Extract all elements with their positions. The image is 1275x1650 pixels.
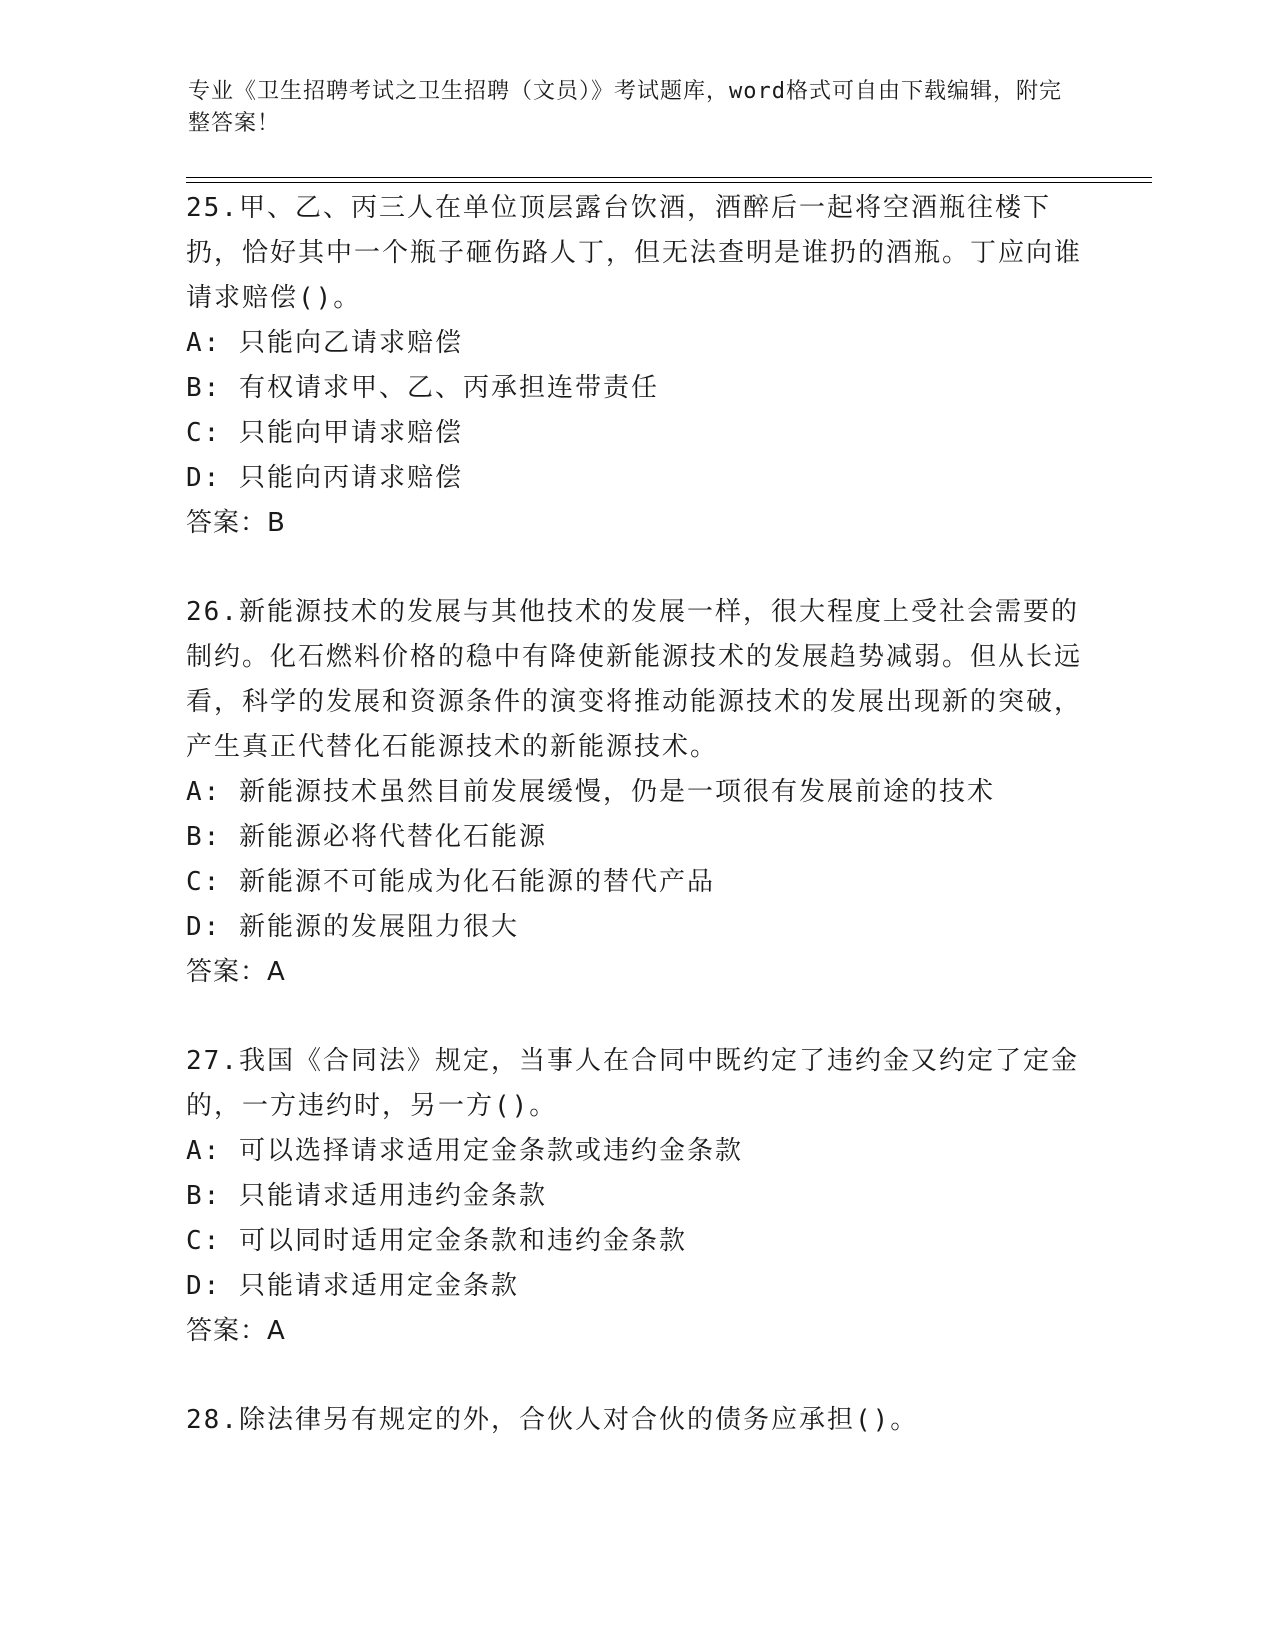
header-divider-top <box>186 177 1152 178</box>
option-b: B: 新能源必将代替化石能源 <box>186 822 547 852</box>
option-a: A: 新能源技术虽然目前发展缓慢，仍是一项很有发展前途的技术 <box>186 777 995 807</box>
question-28 <box>186 1398 1086 1443</box>
option-a: A: 只能向乙请求赔偿 <box>186 328 463 358</box>
answer: 答案：A <box>186 1316 286 1346</box>
question-list <box>186 186 1086 1487</box>
option-b: B: 有权请求甲、乙、丙承担连带责任 <box>186 373 659 403</box>
question-stem: 27.我国《合同法》规定，当事人在合同中既约定了违约金又约定了定金的，一方违约时，另一方()。 <box>186 1046 1079 1121</box>
question-27 <box>186 1039 1086 1354</box>
question-stem: 28.除法律另有规定的外，合伙人对合伙的债务应承担()。 <box>186 1405 919 1435</box>
answer: 答案：A <box>186 957 286 987</box>
question-25 <box>186 186 1086 546</box>
option-d: D: 只能请求适用定金条款 <box>186 1271 519 1301</box>
header-divider-bottom <box>186 182 1152 183</box>
option-a: A: 可以选择请求适用定金条款或违约金条款 <box>186 1136 743 1166</box>
question-stem: 26.新能源技术的发展与其他技术的发展一样，很大程度上受社会需要的制约。化石燃料价格的稳中有降使新能源技术的发展趋势减弱。但从长远看，科学的发展和资源条件的演变将推动能源技术的发展出现新的突破，产生真正代替化石能源技术的新能源技术。 <box>186 597 1083 762</box>
question-26 <box>186 590 1086 995</box>
option-c: C: 新能源不可能成为化石能源的替代产品 <box>186 867 715 897</box>
option-b: B: 只能请求适用违约金条款 <box>186 1181 547 1211</box>
header-text: 专业《卫生招聘考试之卫生招聘（文员）》考试题库，word格式可自由下载编辑，附完整答案！ <box>188 79 1062 136</box>
option-d: D: 新能源的发展阻力很大 <box>186 912 519 942</box>
option-c: C: 只能向甲请求赔偿 <box>186 418 463 448</box>
answer: 答案：B <box>186 508 286 538</box>
question-stem: 25.甲、乙、丙三人在单位顶层露台饮酒，酒醉后一起将空酒瓶往楼下扔，恰好其中一个瓶子砸伤路人丁，但无法查明是谁扔的酒瓶。丁应向谁请求赔偿()。 <box>186 193 1083 313</box>
option-c: C: 可以同时适用定金条款和违约金条款 <box>186 1226 687 1256</box>
document-header <box>188 76 1068 140</box>
option-d: D: 只能向丙请求赔偿 <box>186 463 463 493</box>
